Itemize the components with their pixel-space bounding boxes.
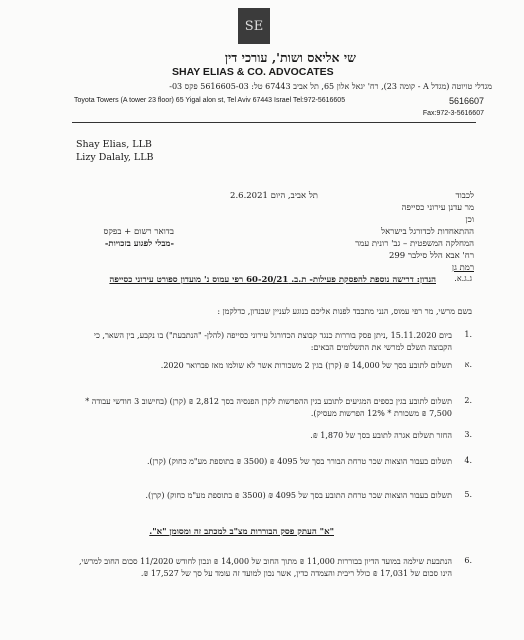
item-text: תשלום בעבור הוצאות שכר טרחת הבורר בסך של 4095 ₪ (3500 ₪ בתוספת מע"מ כחוק) (קרן). — [146, 457, 452, 466]
recipient-line: מר עדנן עירוני כסייפה — [401, 203, 474, 213]
item-text: תשלום בעבור הוצאות שכר טרחת התובע בסך של 4095 ₪ (3500 ₪ בתוספת מע"מ כחוק) (קרן). — [145, 491, 452, 500]
item-number: 6. — [464, 556, 472, 565]
annex-note: "א" העתק פסק הבוררות מצ"ב למכתב זה ומסומן "א". — [149, 527, 334, 537]
firm-name-english: SHAY ELIAS & CO. ADVOCATES — [172, 66, 334, 78]
firm-phone: 5616607 — [448, 96, 484, 106]
recipient-line: רמת גן — [451, 263, 474, 273]
intro-paragraph: בשם מרשי, מר רפי עמוס, הנני מתכבד לפנות אליכם בנוגע לעניין שבנדון, כדלקמן : — [217, 307, 472, 316]
letter-subject: הנדון: דרישה נוספת להפסקת פעילות- ת.ב. 60-20/21 רפי עמוס נ' מועדון ספורט עירוני כסייפה — [109, 275, 436, 285]
item-text: תשלום לתובע בסך של 14,000 ₪ (קרן) בגין 2 משכורות אשר לא שולמו מאז פברואר 2020. — [160, 361, 452, 370]
lawyer-name: Shay Elias, LLB — [76, 139, 152, 150]
item-text: החזר תשלום אגרה לתובע בסך של 1,870 ₪. — [310, 431, 452, 440]
lawyers-list — [76, 138, 154, 164]
recipient-to-label: לכבוד — [455, 191, 474, 201]
firm-name-hebrew: שי אליאס ושות', עורכי דין — [224, 50, 356, 65]
lawyer-name: Lizy Dalaly, LLB — [76, 152, 154, 163]
item-number: 5. — [464, 490, 472, 499]
firm-address-hebrew: מגדלי טויוטה (מגדל A - קומה 23), רח' יגאל אלון 65, תל אביב 67443 טל: 5616605-03 פקס 03- — [169, 82, 492, 91]
recipient-line: רח' אבא הלל סילבר 299 — [388, 251, 474, 261]
item-text: ביום 15.11.2020 ,ניתן פסק בוררות כנגד קבוצת הכדורגל עירוני כסייפה (להלן- "הנתבעת") בו נקבע, בין השאר, כי הקבוצה תשלם למרשי את התשלומים הבאים: — [93, 331, 452, 352]
firm-logo: SE — [238, 8, 270, 44]
reference-code: ג.ג.א. — [454, 274, 472, 283]
item-number: 1. — [464, 330, 472, 339]
recipient-line: ההתאחדות לכדורגל בישראל — [381, 227, 474, 237]
item-number: 3. — [464, 430, 472, 439]
recipients-block — [355, 190, 474, 274]
recipient-and: וכן — [465, 215, 474, 225]
delivery-method: בדואר רשום + בפקס — [103, 227, 174, 237]
item-text: תשלום לתובע בגין כספים המגיעים לתובע בגין ההפרשות לקרן הפנסיה בסך 2,812 ₪ (קרן) (בחישוב 3 חודשי עבודה * 7,500 ₪ משכורת * 12% הפרשות מעסיק). — [85, 397, 452, 418]
header-divider — [72, 122, 476, 123]
letter-date: תל אביב, היום 2.6.2021 — [230, 191, 318, 201]
item-number: 2. — [464, 396, 472, 405]
firm-fax: Fax:972-3-5616607 — [422, 110, 484, 117]
item-text: הנתבעת שילמה במועד הדיון בבוררות 11,000 ₪ מתוך החוב של 14,000 ₪ ונכון לחודש 11/2020 סכום החוב למרשי, הינו סכום של 17,031 ₪ כולל ריבית והצמדה כדין, אשר נכון למועד זה עומד על סך של 17,527 ₪. — [79, 557, 452, 578]
recipient-line: המחלקה המשפטית – גב' רונית עמר — [355, 239, 474, 249]
without-prejudice: -מבלי לפגוע בזכויות- — [104, 239, 174, 249]
firm-address-english: Toyota Towers (A tower 23 floor) 65 Yigal alon st, Tel Aviv 67443 Israel Tel:972-5616605 — [74, 97, 346, 104]
delivery-block — [104, 226, 174, 250]
item-number: 4. — [464, 456, 472, 465]
item-number: א. — [464, 360, 472, 369]
